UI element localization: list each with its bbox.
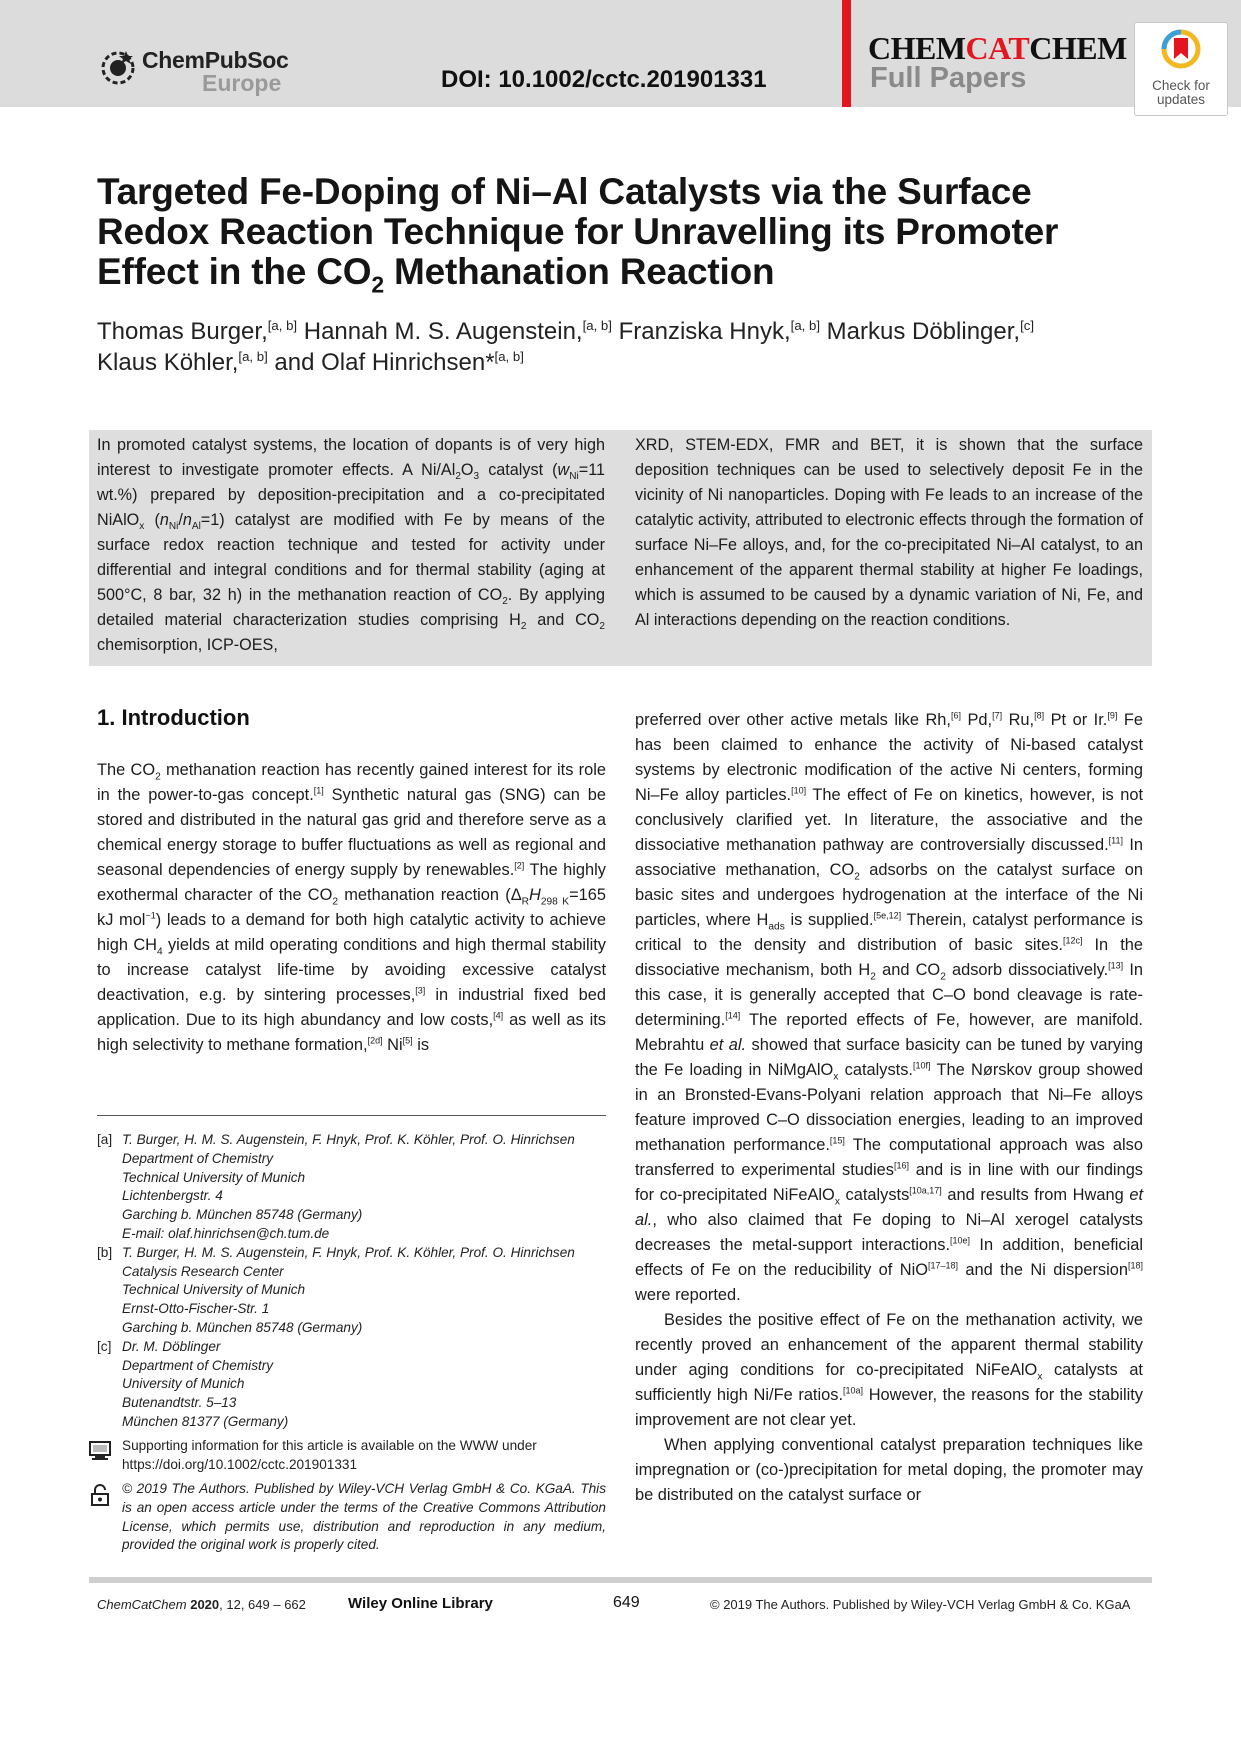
citation[interactable]: [10a,17] — [909, 1185, 942, 1196]
journal-accent-bar — [842, 0, 851, 107]
logo-name: ChemPubSoc — [142, 47, 289, 73]
citation-info: ChemCatChem 2020, 12, 649 – 662 — [97, 1597, 306, 1612]
citation[interactable]: [8] — [1034, 710, 1045, 721]
author[interactable]: and Olaf Hinrichsen*[a, b] — [274, 349, 524, 376]
citation[interactable]: [7] — [992, 710, 1003, 721]
citation[interactable]: [5] — [402, 1035, 413, 1046]
crossmark-icon — [1161, 29, 1201, 75]
license-text: © 2019 The Authors. Published by Wiley-VCH Verlag GmbH & Co. KGaA. This is an open access article under the terms of the Creative Commons Attribution License, which permits use, distribution and reproduction in any medium, provided the original work is properly cited. — [122, 1481, 606, 1553]
article-title — [97, 171, 1157, 298]
title-line: Targeted Fe-Doping of Ni–Al Catalysts via the Surface — [97, 171, 1032, 212]
affiliation-b: [b] T. Burger, H. M. S. Augenstein, F. Hnyk, Prof. K. Köhler, Prof. O. Hinrichsen Catalysis Research Center Technical University of Munich Ernst-Otto-Fischer-Str. 1 Garching b. München 85748 (Germany) — [97, 1244, 575, 1335]
citation[interactable]: [11] — [1108, 835, 1123, 846]
body-text-left: The $CO_2$ methanation reaction has recently gained interest for its role in the power-to-gas concept.[1] Synthetic natural gas (SNG) can be stored and distributed in the natural gas grid and therefore serve as a chemical energy storage to buffer fluctuations as well as regional and seasonal dependencies of energy supply by renewables.[2] The highly exothermal character of the $CO_2$ methanation reaction ($\Delta_RH_{298 K}=165$ kJ mol$^{-1}$) leads to a demand for both high catalytic activity to achieve high $CH_4$ yields at mild operating conditions and high thermal stability to increase catalyst life-time by avoiding excessive catalyst deactivation, e.g. by sintering processes,[3] in industrial fixed bed application. Due to its high abundancy and low costs,[4] as well as its high selectivity to methane formation,[2d] Ni[5] is — [97, 761, 607, 1054]
author[interactable]: Franziska Hnyk,[a, b] — [618, 318, 820, 345]
citation[interactable]: [3] — [415, 985, 426, 996]
citation[interactable]: [13] — [1108, 960, 1124, 971]
doi[interactable]: DOI: 10.1002/cctc.201901331 — [441, 66, 767, 93]
wiley-online-library-link[interactable]: Wiley Online Library — [348, 1595, 493, 1612]
citation[interactable]: [10f] — [912, 1060, 931, 1071]
email-link[interactable]: E-mail: olaf.hinrichsen@ch.tum.de — [122, 1225, 330, 1241]
paragraph: Besides the positive effect of Fe on the methanation activity, we recently proved an enhancement of the apparent thermal stability under aging conditions for co-precipitated NiFeAlO$_x$ catalysts at sufficiently high Ni/Fe ratios.[10a] However, the reasons for the stability improvement are not clear yet. — [635, 1311, 1143, 1429]
citation[interactable]: [5e,12] — [873, 910, 902, 921]
footer-bar — [89, 1577, 1152, 1583]
affiliation-a: [a] T. Burger, H. M. S. Augenstein, F. Hnyk, Prof. K. Köhler, Prof. O. Hinrichsen Department of Chemistry Technical University of Munich Lichtenbergstr. 4 Garching b. München 85748 (Germany) E-mail: olaf.hinrichsen@ch.tum.de — [97, 1131, 606, 1244]
footer-copyright: © 2019 The Authors. Published by Wiley-VCH Verlag GmbH & Co. KGaA — [710, 1597, 1131, 1612]
citation[interactable]: [6] — [950, 710, 961, 721]
supporting-text: Supporting information for this article is available on the WWW under https://doi.org/10.1002/cctc.201901331 — [122, 1437, 606, 1475]
section-heading: 1. Introduction — [97, 705, 250, 730]
affiliation-footnotes — [97, 1131, 606, 1432]
citation[interactable]: [18] — [1127, 1260, 1143, 1271]
citation[interactable]: [2d] — [367, 1035, 383, 1046]
author-list — [97, 316, 1177, 378]
check-for-updates-text — [1135, 79, 1227, 107]
citation[interactable]: [17–18] — [927, 1260, 959, 1271]
journal-name-part1: CHEM — [868, 30, 966, 66]
paragraph: preferred over other active metals like Rh,[6] Pd,[7] Ru,[8] Pt or Ir.[9] Fe has been claimed to enhance the activity of Ni-based catalyst systems by electronic modification of the active Ni centers, forming Ni–Fe alloy particles.[10] The effect of Fe on kinetics, however, is not conclusively clarified yet. In literature, the associative and the dissociative methanation pathway are controversially discussed.[11] In associative methanation, $CO_2$ adsorbs on the catalyst surface on basic sites and undergoes hydrogenation at the interface of the Ni particles, where $H_{ads}$ is supplied.[5e,12] Therein, catalyst performance is critical to the density and distribution of basic sites.[12c] In the dissociative mechanism, both $H_2$ and $CO_2$ adsorb dissociatively.[13] In this case, it is generally accepted that C–O bond cleavage is rate-determining.[14] The reported effects of Fe, however, are manifold. Mebrahtu et al. showed that surface basicity can be tuned by varying the Fe loading in NiMgAlO$_x$ catalysts.[10f] The Nørskov group showed in an Bronsted-Evans-Polyani relation approach that Ni–Fe alloys feature improved C–O dissociation energies, leading to an improved methanation performance.[15] The computational approach was also transferred to experimental studies[16] and is in line with our findings for co-precipitated NiFeAlO$_x$ catalysts[10a,17] and results from Hwang et al., who also claimed that Fe doping to Ni–Al xerogel catalysts decreases the metal-support interactions.[10e] In addition, beneficial effects of Fe on the reducibility of NiO[17–18] and the Ni dispersion[18] were reported. — [635, 710, 1144, 1304]
citation[interactable]: [16] — [893, 1160, 909, 1171]
author[interactable]: Markus Döblinger,[c] — [826, 318, 1034, 345]
abstract-right-column: XRD, STEM-EDX, FMR and BET, it is shown that the surface deposition techniques can be used to selectively deposit Fe in the vicinity of Ni nanoparticles. Doping with Fe leads to an increase of the catalytic activity, attributed to electronic effects through the formation of surface Ni–Fe alloys, and, for the co-precipitated Ni–Al catalyst, to an enhancement of the apparent thermal stability at higher Fe loadings, which is assumed to be caused by a dynamic variation of Ni, Fe, and Al interactions depending on the reaction conditions. — [635, 436, 1143, 629]
journal-name-part3: CHEM — [1029, 30, 1127, 66]
journal-name-part2: CAT — [965, 30, 1030, 66]
article-section: Full Papers — [870, 62, 1027, 94]
footnote-divider — [97, 1115, 606, 1116]
citation[interactable]: [1] — [313, 785, 324, 796]
title-line: Redox Reaction Technique for Unravelling its Promoter — [97, 211, 1059, 252]
check-line1: Check for — [1152, 78, 1210, 93]
publisher-logo[interactable] — [98, 45, 298, 95]
citation[interactable]: [15] — [829, 1135, 845, 1146]
abstract-left-column: In promoted catalyst systems, the location of dopants is of very high interest to investigate promoter effects. A $Ni/Al_2O_3$ catalyst ($w_{Ni}=11$ wt.%) prepared by deposition-precipitation and a co-precipitated NiAlO$_x$ $(n_{Ni}/n_{Al}=1)$ catalyst are modified with Fe by means of the surface redox reaction technique and tested for activity under differential and integral conditions and for thermal stability (aging at 500°C, 8 bar, 32 h) in the methanation reaction of $CO_2$. By applying detailed material characterization studies comprising $H_2$ and $CO_2$ chemisorption, ICP-OES, — [97, 436, 605, 654]
check-for-updates-badge[interactable] — [1134, 22, 1228, 116]
logo-region: Europe — [202, 70, 282, 96]
author[interactable]: Hannah M. S. Augenstein,[a, b] — [303, 318, 612, 345]
citation[interactable]: [14] — [725, 1010, 741, 1021]
author[interactable]: Klaus Köhler,[a, b] — [97, 349, 268, 376]
page-number: 649 — [613, 1594, 640, 1611]
supporting-link[interactable]: https://doi.org/10.1002/cctc.201901331 — [122, 1456, 358, 1472]
author[interactable]: Thomas Burger,[a, b] — [97, 318, 298, 345]
paragraph: When applying conventional catalyst preparation techniques like impregnation or (co-)precipitation for metal doping, the promoter may be distributed on the catalyst surface or — [635, 1436, 1143, 1504]
affiliation-c: [c] Dr. M. Döblinger Department of Chemistry University of Munich Butenandtstr. 5–13 München 81377 (Germany) — [97, 1338, 289, 1429]
citation[interactable]: [10] — [791, 785, 807, 796]
computer-icon — [89, 1441, 111, 1461]
citation[interactable]: [12c] — [1062, 935, 1083, 946]
check-line2: updates — [1156, 92, 1206, 107]
citation[interactable]: [10e] — [950, 1235, 971, 1246]
citation[interactable]: [4] — [493, 1010, 504, 1021]
citation[interactable]: [9] — [1107, 710, 1118, 721]
citation[interactable]: [2] — [514, 860, 525, 871]
body-text-right — [635, 708, 1143, 1508]
citation[interactable]: [10a] — [843, 1385, 864, 1396]
chempubsoc-logo-icon — [98, 47, 138, 87]
title-line: Effect in the $CO_2$ Methanation Reaction — [97, 251, 775, 298]
open-access-icon — [91, 1484, 109, 1506]
